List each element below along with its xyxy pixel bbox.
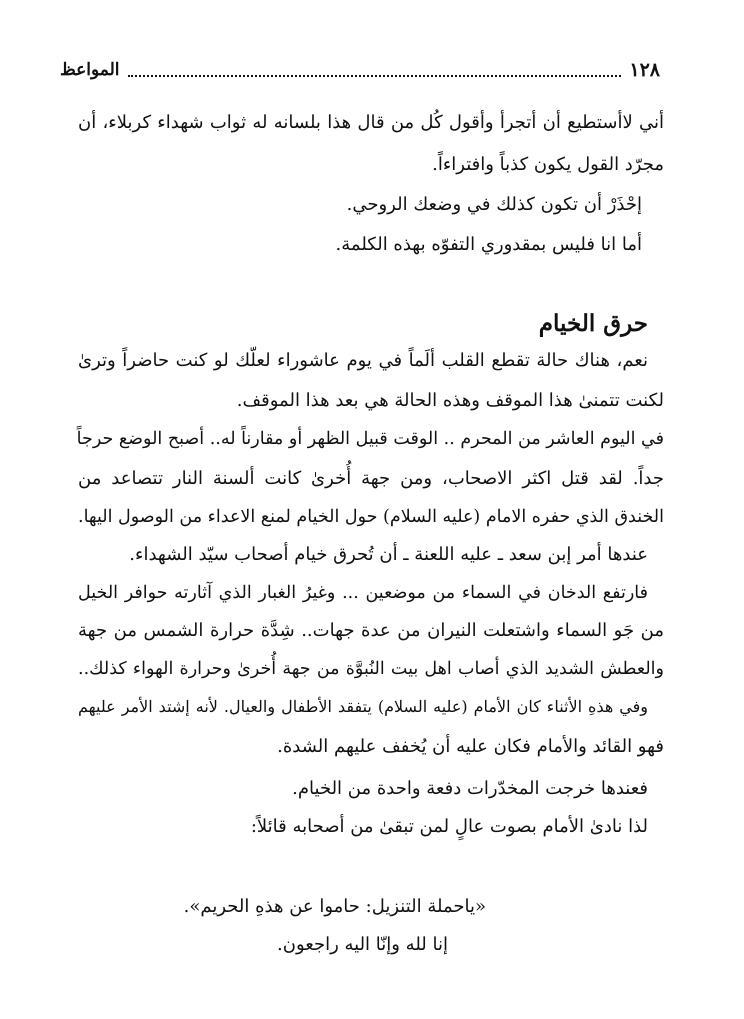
body-line: فارتفع الدخان في السماء من موضعين ... وغيرُ الغبار الذي آثارته حوافر الخيل <box>78 583 648 603</box>
body-line: وفي هذهِ الأثناء كان الأمام (عليه السلام) يتفقد الأطفال والعيال. لأنه إشتد الأمر عليهم <box>78 697 648 716</box>
intro-line: أما انا فليس بمقدوري التفوّه بهذه الكلمة. <box>335 234 642 255</box>
body-line: الخندق الذي حفره الامام (عليه السلام) حول الخيام لمنع الاعداء من الوصول اليها. <box>78 507 664 527</box>
body-line: والعطش الشديد الذي أصاب اهل بيت النُبوَّة من جهة أُخرىٰ وحرارة الهواء كذلك.. <box>78 659 664 679</box>
page-number: ١٢٨ <box>629 59 660 81</box>
body-line: فعندها خرجت المخدّرات دفعة واحدة من الخيام. <box>292 778 648 799</box>
body-line: نعم، هناك حالة تقطع القلب ألَماً في يوم عاشوراء لعلّك لو كنت حاضراً وترىٰ <box>78 350 648 371</box>
body-line: عندها أمر إبن سعد ـ عليه اللعنة ـ أن تُحرق خيام أصحاب سيّد الشهداء. <box>129 544 648 565</box>
header-leader-dots <box>128 63 622 77</box>
body-line: جداً. لقد قتل اكثر الاصحاب، ومن جهة أُخرىٰ كانت ألسنة النار تتصاعد من <box>78 468 664 489</box>
body-line: من جَو السماء واشتعلت النيران من عدة جهات.. شِدَّة حرارة الشمس من جهة <box>78 620 664 641</box>
quote: «ياحملة التنزيل: حاموا عن هذهِ الحريم». <box>183 896 486 917</box>
intro-line: مجرّد القول يكون كذباً وافتراءاً. <box>432 154 664 175</box>
page-header <box>60 56 660 84</box>
body-line: لكنت تتمنىٰ هذا الموقف وهذه الحالة هي بعد هذا الموقف. <box>236 390 664 411</box>
intro-line: أني لاأستطيع أن أتجرأ وأقول كُل من قال هذا بلسانه له ثواب شهداء كربلاء، أن <box>78 112 664 133</box>
running-title: المواعظ <box>60 60 120 80</box>
body-line: لذا نادىٰ الأمام بصوت عالٍ لمن تبقىٰ من أصحابه قائلاً: <box>250 816 648 837</box>
intro-line: إحْذَرْ أن تكون كذلك في وضعك الروحي. <box>346 194 642 215</box>
closing-line: إنا لله وإنّا اليه راجعون. <box>277 934 448 955</box>
section-heading: حرق الخيام <box>538 310 648 337</box>
body-line: فهو القائد والأمام فكان عليه أن يُخفف عليهم الشدة. <box>277 736 664 757</box>
body-line: في اليوم العاشر من المحرم .. الوقت قبيل الظهر أو مقارناً له.. أصبح الوضع حرجاً <box>76 429 664 449</box>
